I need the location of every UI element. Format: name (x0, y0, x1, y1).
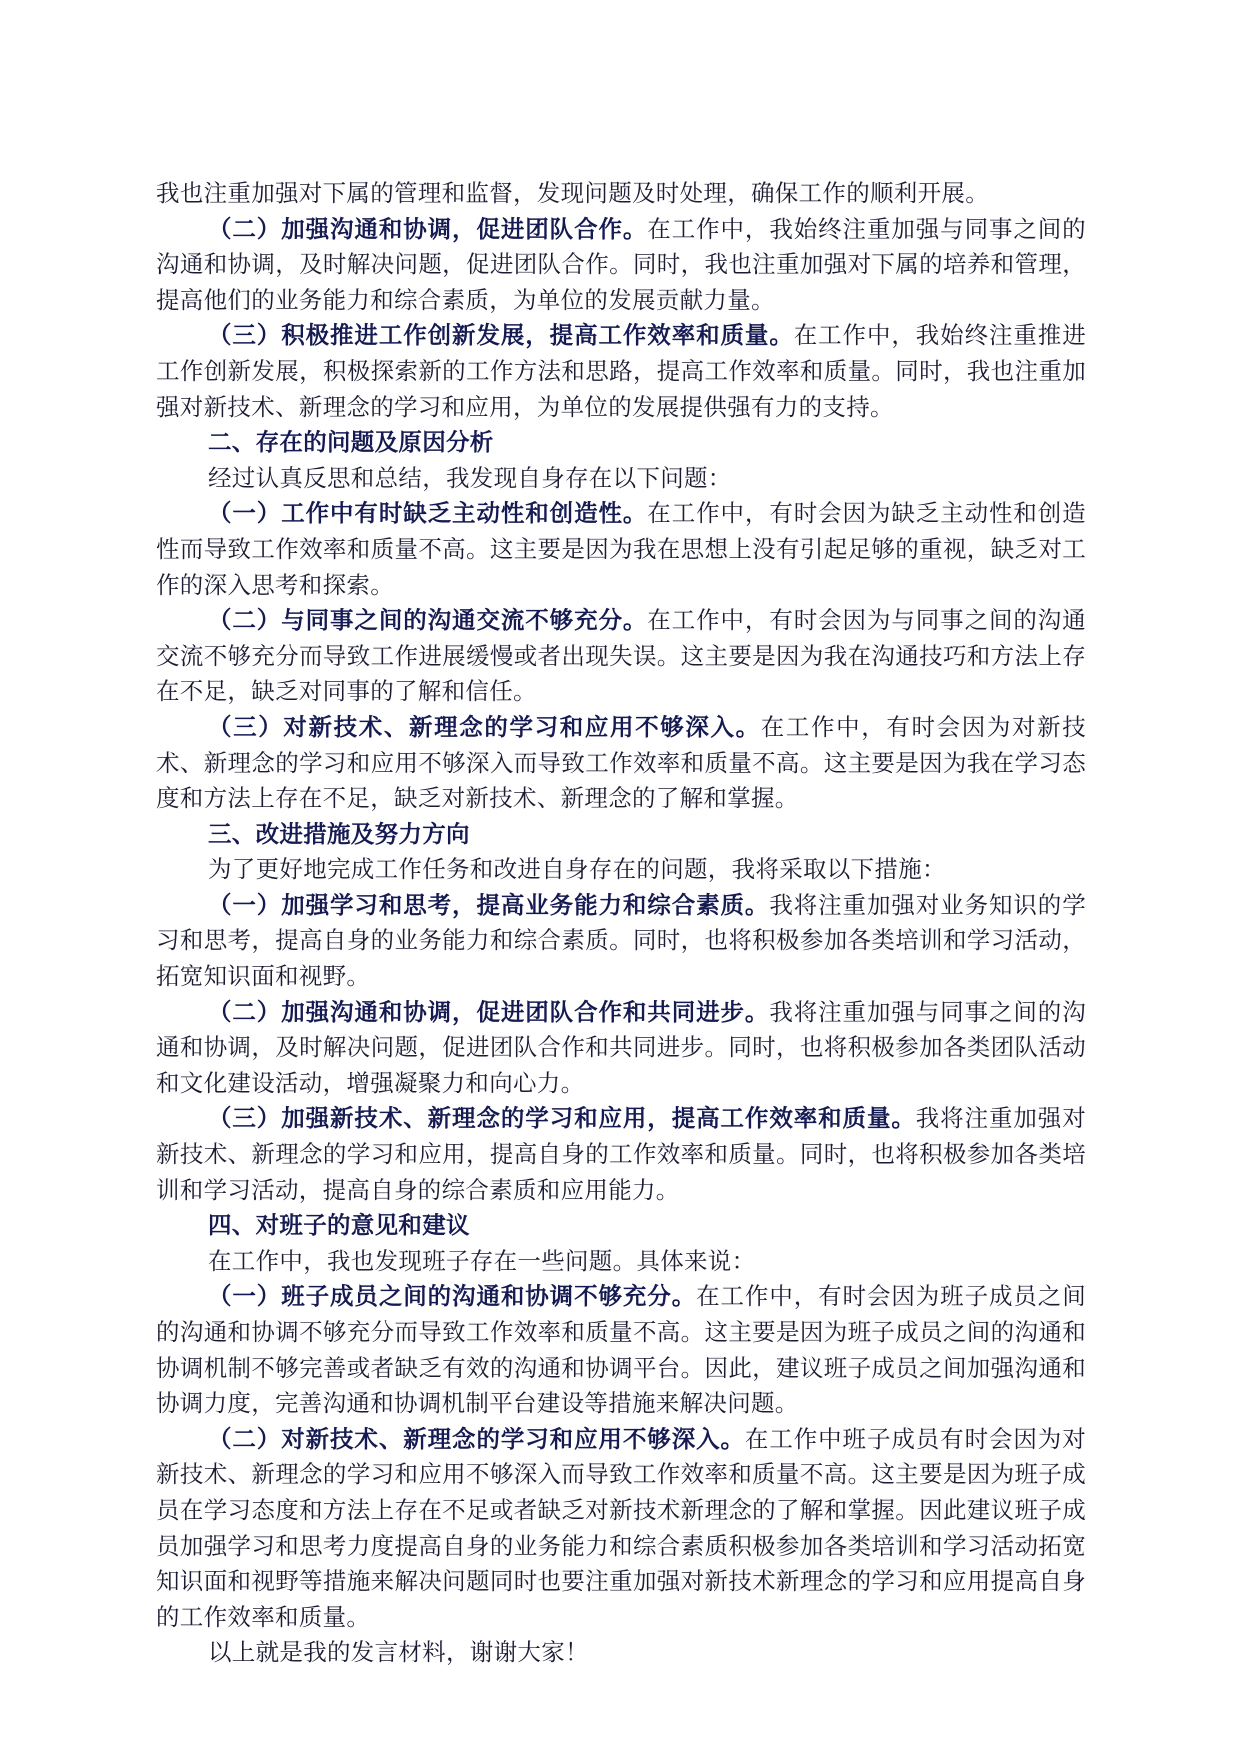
paragraph-text: 我将注重加强与同事之间的沟通和协调，及时解决问题，促进团队合作和共同进步。同时，也将积极参加各类团队活动和文化建设活动，增强凝聚力和向心力。 (156, 997, 1086, 1097)
paragraph-17 (156, 1422, 1086, 1636)
paragraph-5 (156, 461, 1086, 497)
heading-text: 三、改进措施及努力方向 (208, 819, 470, 848)
paragraph-text: 在工作中，有时会因为班子成员之间的沟通和协调不够充分而导致工作效率和质量不高。这主要是因为班子成员之间的沟通和协调机制不够完善或者缺乏有效的沟通和协调平台。因此，建议班子成员之间加强沟通和协调力度，完善沟通和协调机制平台建设等措施来解决问题。 (156, 1282, 1086, 1418)
paragraph-lead: （一）工作中有时缺乏主动性和创造性。 (208, 499, 648, 528)
paragraph-13 (156, 1101, 1086, 1208)
paragraph-text: 在工作中，我也发现班子存在一些问题。具体来说： (208, 1246, 756, 1275)
paragraph-text: 我也注重加强对下属的管理和监督，发现问题及时处理，确保工作的顺利开展。 (156, 179, 989, 207)
paragraph-lead: （二）与同事之间的沟通交流不够充分。 (208, 606, 648, 635)
section-heading-4 (156, 1208, 1086, 1244)
section-heading-2 (156, 425, 1086, 461)
paragraph-text: 在工作中，有时会因为对新技术、新理念的学习和应用不够深入而导致工作效率和质量不高。这主要是因为我在学习态度和方法上存在不足，缺乏对新技术、新理念的了解和掌握。 (156, 712, 1086, 813)
paragraph-text: 我将注重加强对新技术、新理念的学习和应用，提高自身的工作效率和质量。同时，也将积极参加各类培训和学习活动，提高自身的综合素质和应用能力。 (156, 1104, 1086, 1204)
paragraph-10 (156, 852, 1086, 888)
paragraph-text: 在工作中班子成员有时会因为对新技术、新理念的学习和应用不够深入而导致工作效率和质量不高。这主要是因为班子成员在学习态度和方法上存在不足或者缺乏对新技术新理念的了解和掌握。因此建议班子成员加强学习和思考力度提高自身的业务能力和综合素质积极参加各类培训和学习活动拓宽知识面和视野等措施来解决问题同时也要注重加强对新技术新理念的学习和应用提高自身的工作效率和质量。 (156, 1424, 1086, 1631)
section-heading-3 (156, 817, 1086, 853)
heading-text: 四、对班子的意见和建议 (208, 1211, 470, 1240)
closing-paragraph (156, 1635, 1086, 1671)
heading-text: 二、存在的问题及原因分析 (208, 428, 494, 457)
paragraph-lead: （二）加强沟通和协调，促进团队合作和共同进步。 (208, 997, 770, 1026)
paragraph-7 (156, 603, 1086, 710)
paragraph-text: 在工作中，有时会因为缺乏主动性和创造性而导致工作效率和质量不高。这主要是因为我在思想上没有引起足够的重视，缺乏对工作的深入思考和探索。 (156, 499, 1086, 599)
paragraph-8 (156, 710, 1086, 817)
paragraph-text: 我将注重加强对业务知识的学习和思考，提高自身的业务能力和综合素质。同时，也将积极参加各类培训和学习活动，拓宽知识面和视野。 (156, 890, 1086, 991)
paragraph-1 (156, 176, 1086, 212)
paragraph-11 (156, 888, 1086, 995)
paragraph-6 (156, 496, 1086, 603)
paragraph-16 (156, 1279, 1086, 1421)
paragraph-3 (156, 318, 1086, 425)
paragraph-text: 在工作中，有时会因为与同事之间的沟通交流不够充分而导致工作进展缓慢或者出现失误。这主要是因为我在沟通技巧和方法上存在不足，缺乏对同事的了解和信任。 (156, 606, 1086, 706)
paragraph-lead: （三）对新技术、新理念的学习和应用不够深入。 (208, 712, 761, 741)
paragraph-lead: （三）积极推进工作创新发展，提高工作效率和质量。 (208, 321, 794, 350)
paragraph-text: 以上就是我的发言材料，谢谢大家！ (208, 1638, 589, 1667)
paragraph-12 (156, 995, 1086, 1102)
paragraph-lead: （一）班子成员之间的沟通和协调不够充分。 (208, 1282, 697, 1311)
paragraph-text: 为了更好地完成工作任务和改进自身存在的问题，我将采取以下措施： (208, 855, 946, 884)
paragraph-text: 在工作中，我始终注重推进工作创新发展，积极探索新的工作方法和思路，提高工作效率和质量。同时，我也注重加强对新技术、新理念的学习和应用，为单位的发展提供强有力的支持。 (156, 321, 1086, 421)
document-page (156, 176, 1086, 1671)
paragraph-lead: （二）加强沟通和协调，促进团队合作。 (208, 214, 648, 243)
paragraph-lead: （一）加强学习和思考，提高业务能力和综合素质。 (208, 890, 770, 919)
paragraph-15 (156, 1244, 1086, 1280)
paragraph-text: 经过认真反思和总结，我发现自身存在以下问题： (208, 463, 732, 492)
paragraph-lead: （三）加强新技术、新理念的学习和应用，提高工作效率和质量。 (208, 1104, 916, 1133)
paragraph-lead: （二）对新技术、新理念的学习和应用不够深入。 (208, 1424, 745, 1453)
paragraph-text: 在工作中，我始终注重加强与同事之间的沟通和协调，及时解决问题，促进团队合作。同时，我也注重加强对下属的培养和管理，提高他们的业务能力和综合素质，为单位的发展贡献力量。 (156, 214, 1086, 314)
paragraph-2 (156, 212, 1086, 319)
